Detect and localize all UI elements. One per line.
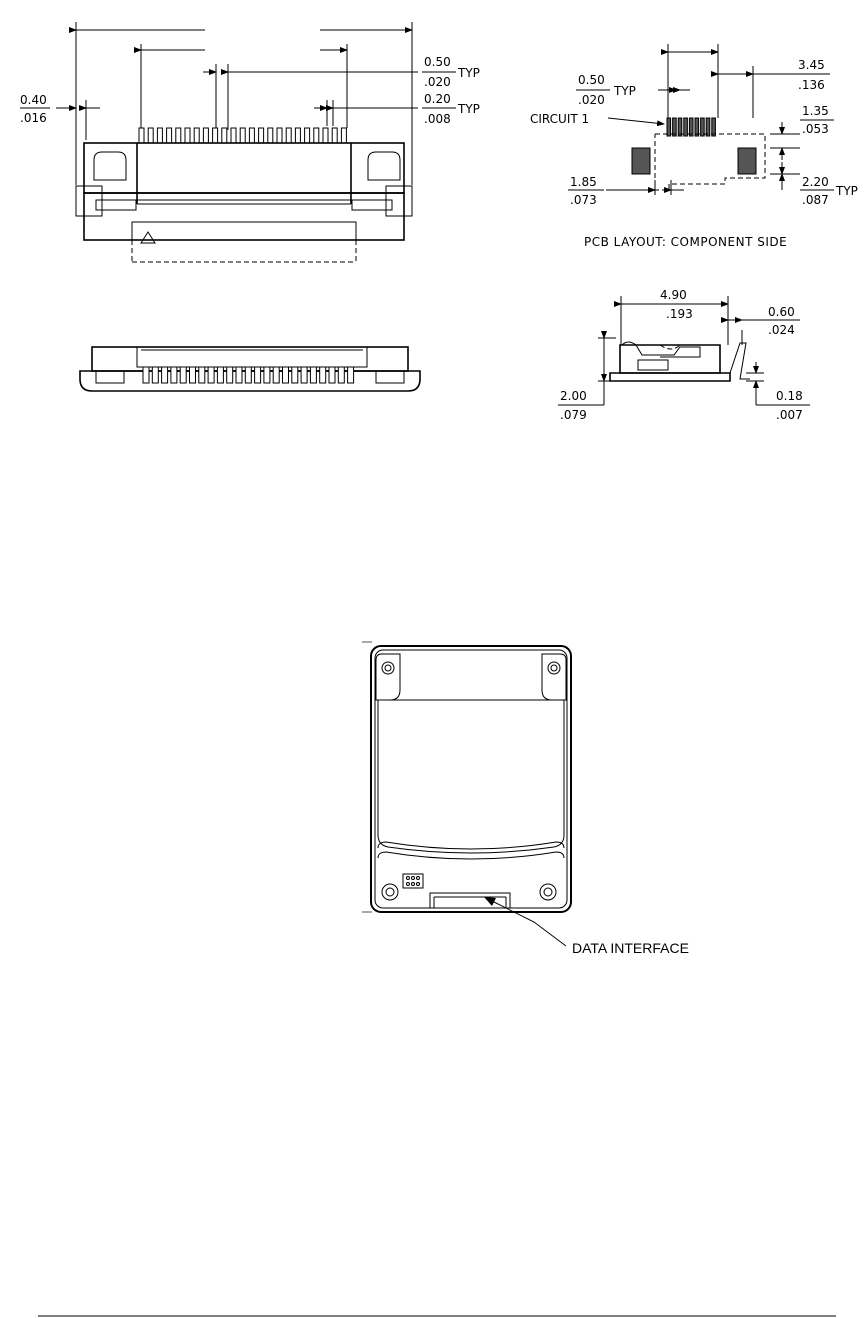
left-offset-in: .073 <box>570 193 597 207</box>
front-pin <box>314 128 319 143</box>
bottom-pin <box>348 367 354 383</box>
side-lip-mm: 0.60 <box>768 305 795 319</box>
front-pin <box>157 128 162 143</box>
front-pin <box>231 128 236 143</box>
pcb-pad <box>684 118 688 136</box>
pad-height-typ: TYP <box>836 184 858 198</box>
bottom-pin <box>245 367 251 383</box>
front-pin <box>148 128 153 143</box>
bottom-pin <box>236 367 242 383</box>
front-pins <box>139 128 346 143</box>
pcb-pitch-mm: 0.50 <box>578 73 605 87</box>
pin-width-mm: 0.20 <box>424 92 451 106</box>
connector-bottom-view <box>80 347 420 391</box>
front-pin <box>341 128 346 143</box>
pcb-pad <box>701 118 705 136</box>
bottom-pin <box>162 367 168 383</box>
bottom-pin <box>329 367 335 383</box>
front-pitch-mm: 0.50 <box>424 55 451 69</box>
bottom-pin <box>301 367 307 383</box>
pad-offset-mm: 1.35 <box>802 104 829 118</box>
front-pin <box>259 128 264 143</box>
pcb-pad <box>678 118 682 136</box>
side-depth-in: .193 <box>666 307 693 321</box>
bottom-pins <box>143 367 354 383</box>
bottom-pin <box>338 367 344 383</box>
side-thickness-mm: 0.18 <box>776 389 803 403</box>
pcb-pad <box>695 118 699 136</box>
bottom-pin <box>199 367 205 383</box>
front-pin <box>332 128 337 143</box>
pcb-layout-caption: PCB LAYOUT: COMPONENT SIDE <box>584 235 788 249</box>
pcb-width-in: .136 <box>798 78 825 92</box>
pin-width-in: .008 <box>424 112 451 126</box>
pcb-pad <box>689 118 693 136</box>
pcb-pads <box>667 118 715 136</box>
pad-height-mm: 2.20 <box>802 175 829 189</box>
bottom-pin <box>273 367 279 383</box>
front-pin <box>222 128 227 143</box>
front-pin <box>295 128 300 143</box>
front-pin <box>176 128 181 143</box>
front-pitch-typ: TYP <box>458 66 480 80</box>
pad-offset-in: .053 <box>802 122 829 136</box>
front-pin <box>194 128 199 143</box>
pad-height-in: .087 <box>802 193 829 207</box>
side-height-in: .079 <box>560 408 587 422</box>
left-margin-mm: 0.40 <box>20 93 47 107</box>
side-height-mm: 2.00 <box>560 389 587 403</box>
side-thickness-in: .007 <box>776 408 803 422</box>
pcb-width-mm: 3.45 <box>798 58 825 72</box>
bottom-pin <box>180 367 186 383</box>
pcb-pad <box>667 118 671 136</box>
front-pin <box>240 128 245 143</box>
pcb-pad <box>673 118 677 136</box>
front-pin <box>323 128 328 143</box>
pin-width-typ: TYP <box>458 102 480 116</box>
front-pin <box>268 128 273 143</box>
pcb-pitch-in: .020 <box>578 93 605 107</box>
circuit-1-label: CIRCUIT 1 <box>530 112 590 126</box>
front-pin <box>167 128 172 143</box>
bottom-pin <box>208 367 214 383</box>
bottom-pin <box>152 367 158 383</box>
front-pitch-in: .020 <box>424 75 451 89</box>
data-interface-label: DATA INTERFACE <box>572 940 689 956</box>
module-drawing <box>362 642 571 912</box>
front-pin <box>185 128 190 143</box>
pcb-pad <box>706 118 710 136</box>
bottom-pin <box>143 367 149 383</box>
side-depth-mm: 4.90 <box>660 288 687 302</box>
bottom-pin <box>227 367 233 383</box>
connector-front-view <box>56 22 418 262</box>
bottom-pin <box>292 367 298 383</box>
pcb-pad <box>712 118 716 136</box>
front-pin <box>139 128 144 143</box>
front-pin <box>305 128 310 143</box>
bottom-pin <box>283 367 289 383</box>
side-lip-in: .024 <box>768 323 795 337</box>
pcb-layout-view <box>606 44 800 195</box>
bottom-pin <box>217 367 223 383</box>
left-offset-mm: 1.85 <box>570 175 597 189</box>
bottom-pin <box>264 367 270 383</box>
bottom-pin <box>171 367 177 383</box>
front-pin <box>213 128 218 143</box>
front-pin <box>286 128 291 143</box>
bottom-pin <box>190 367 196 383</box>
bottom-pin <box>255 367 261 383</box>
bottom-pin <box>310 367 316 383</box>
pcb-pitch-typ: TYP <box>614 84 636 98</box>
left-margin-in: .016 <box>20 111 47 125</box>
front-pin <box>249 128 254 143</box>
front-pin <box>203 128 208 143</box>
front-pin <box>277 128 282 143</box>
connector-side-view <box>598 296 796 405</box>
bottom-pin <box>320 367 326 383</box>
